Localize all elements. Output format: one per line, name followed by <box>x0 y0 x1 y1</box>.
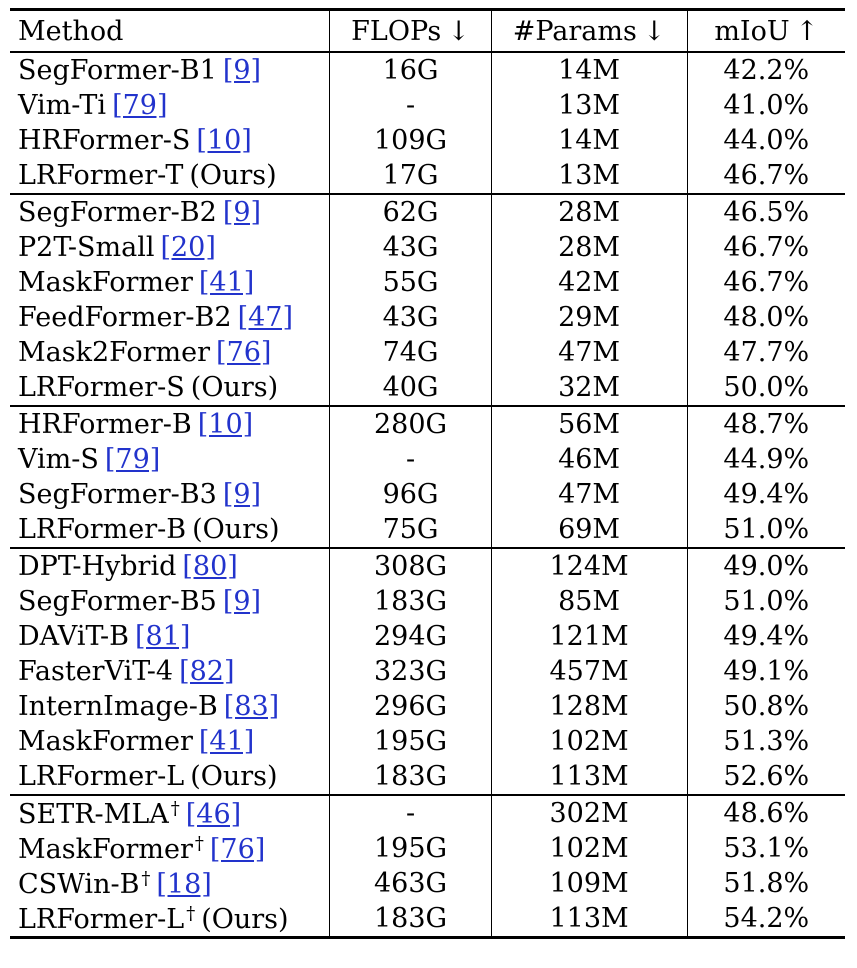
row-group <box>10 548 845 795</box>
method-name: LRFormer-L <box>18 761 185 792</box>
method-name: FeedFormer-B2 <box>18 302 232 333</box>
method-name: P2T-Small <box>18 232 155 263</box>
citation-link[interactable]: [80] <box>182 551 238 582</box>
table-row <box>10 406 845 442</box>
citation-link[interactable]: [41] <box>198 267 255 298</box>
down-arrow-icon: ↓ <box>447 15 470 47</box>
miou-cell: 48.6% <box>723 798 810 829</box>
miou-cell: 51.3% <box>723 726 810 757</box>
citation-link[interactable]: [41] <box>198 726 255 757</box>
citation-link[interactable]: [9] <box>222 479 262 510</box>
results-table <box>10 8 845 939</box>
table-row <box>10 512 845 548</box>
params-cell: 42M <box>491 265 687 300</box>
method-name: CSWin-B <box>18 868 140 900</box>
citation-link[interactable]: [82] <box>179 656 235 687</box>
method-cell <box>10 795 330 831</box>
params-cell: 28M <box>491 194 687 230</box>
citation-link[interactable]: [9] <box>222 197 262 228</box>
table-row <box>10 654 845 689</box>
method-name: LRFormer-L <box>18 903 185 935</box>
method-cell <box>10 335 330 370</box>
method-cell <box>10 370 330 406</box>
flops-cell: 17G <box>330 158 491 194</box>
method-name: SegFormer-B3 <box>18 479 217 510</box>
table-row <box>10 619 845 654</box>
miou-cell: 50.0% <box>723 372 810 403</box>
row-group <box>10 194 845 406</box>
method-name: SETR-MLA <box>18 798 169 830</box>
citation-link[interactable]: [10] <box>197 409 254 440</box>
header-params-label: #Params <box>512 15 637 47</box>
params-cell: 113M <box>491 901 687 938</box>
flops-cell: 96G <box>330 477 491 512</box>
method-cell <box>10 123 330 158</box>
method-cell <box>10 759 330 795</box>
params-cell: 47M <box>491 335 687 370</box>
flops-cell: 43G <box>330 300 491 335</box>
header-miou <box>687 10 845 53</box>
miou-cell: 46.7% <box>723 267 810 298</box>
params-cell: 102M <box>491 724 687 759</box>
dagger-mark: † <box>170 797 180 819</box>
flops-cell: 195G <box>330 831 491 866</box>
method-cell <box>10 230 330 265</box>
method-name: DPT-Hybrid <box>18 551 177 582</box>
method-name: MaskFormer <box>18 726 193 757</box>
miou-cell: 52.6% <box>723 761 810 792</box>
miou-cell: 49.4% <box>723 479 810 510</box>
params-cell: 302M <box>491 795 687 831</box>
method-name: MaskFormer <box>18 267 193 298</box>
miou-cell: 49.0% <box>723 551 810 582</box>
miou-cell: 54.2% <box>723 903 810 934</box>
table-row <box>10 548 845 584</box>
method-cell <box>10 52 330 88</box>
miou-cell: 41.0% <box>723 90 810 121</box>
ours-label: (Ours) <box>190 372 279 403</box>
miou-cell: 53.1% <box>723 833 810 864</box>
method-cell <box>10 512 330 548</box>
miou-cell: 46.7% <box>723 232 810 263</box>
dagger-mark: † <box>194 832 204 854</box>
flops-cell: 280G <box>330 406 491 442</box>
miou-cell: 46.7% <box>723 160 810 191</box>
method-name: MaskFormer <box>18 833 193 865</box>
method-name: Vim-S <box>18 444 99 475</box>
up-arrow-icon: ↑ <box>795 15 819 47</box>
params-cell: 128M <box>491 689 687 724</box>
method-cell <box>10 654 330 689</box>
header-method <box>10 10 330 53</box>
flops-cell: 308G <box>330 548 491 584</box>
method-cell <box>10 689 330 724</box>
method-cell <box>10 442 330 477</box>
table-row <box>10 759 845 795</box>
params-cell: 85M <box>491 584 687 619</box>
flops-cell: 323G <box>330 654 491 689</box>
method-cell <box>10 406 330 442</box>
citation-link[interactable]: [79] <box>104 444 161 475</box>
table-row <box>10 831 845 866</box>
flops-cell: 183G <box>330 901 491 938</box>
method-name: LRFormer-S <box>18 372 185 403</box>
method-cell <box>10 88 330 123</box>
miou-cell: 49.1% <box>723 656 810 687</box>
citation-link[interactable]: [10] <box>196 125 252 156</box>
citation-link[interactable]: [46] <box>185 798 242 830</box>
flops-cell: 62G <box>330 194 491 230</box>
miou-cell: 51.0% <box>723 514 810 545</box>
params-cell: 69M <box>491 512 687 548</box>
method-cell <box>10 866 330 901</box>
citation-link[interactable]: [76] <box>209 833 266 865</box>
table-row <box>10 194 845 230</box>
method-cell <box>10 158 330 194</box>
method-cell <box>10 831 330 866</box>
flops-cell: 75G <box>330 512 491 548</box>
table-row <box>10 584 845 619</box>
params-cell: 56M <box>491 406 687 442</box>
params-cell: 28M <box>491 230 687 265</box>
method-name: HRFormer-B <box>18 409 192 440</box>
method-cell <box>10 724 330 759</box>
params-cell: 14M <box>491 52 687 88</box>
citation-link[interactable]: [9] <box>222 55 262 86</box>
method-name: SegFormer-B1 <box>18 55 217 86</box>
dagger-mark: † <box>186 902 196 924</box>
table-row <box>10 265 845 300</box>
miou-cell: 48.7% <box>723 409 810 440</box>
method-name: InternImage-B <box>18 691 218 722</box>
method-name: SegFormer-B2 <box>18 197 217 228</box>
table-row <box>10 901 845 938</box>
miou-cell: 47.7% <box>723 337 810 368</box>
table-row <box>10 335 845 370</box>
table-row <box>10 300 845 335</box>
params-cell: 102M <box>491 831 687 866</box>
table-header <box>10 10 845 53</box>
miou-cell: 49.4% <box>723 621 810 652</box>
method-name: Mask2Former <box>18 337 211 368</box>
method-cell <box>10 265 330 300</box>
ours-label: (Ours) <box>201 903 289 935</box>
citation-link[interactable]: [83] <box>223 691 280 722</box>
params-cell: 47M <box>491 477 687 512</box>
params-cell: 29M <box>491 300 687 335</box>
table-row <box>10 866 845 901</box>
flops-cell: 43G <box>330 230 491 265</box>
flops-cell: 296G <box>330 689 491 724</box>
table-row <box>10 88 845 123</box>
method-name: Vim-Ti <box>18 90 107 121</box>
params-cell: 124M <box>491 548 687 584</box>
method-cell <box>10 194 330 230</box>
params-cell: 32M <box>491 370 687 406</box>
header-flops <box>330 10 491 53</box>
flops-cell: 40G <box>330 370 491 406</box>
table-row <box>10 724 845 759</box>
row-group <box>10 795 845 938</box>
method-name: HRFormer-S <box>18 125 191 156</box>
row-group <box>10 52 845 194</box>
down-arrow-icon: ↓ <box>642 15 666 47</box>
flops-cell: 109G <box>330 123 491 158</box>
table-row <box>10 52 845 88</box>
method-cell <box>10 901 330 938</box>
header-row <box>10 10 845 53</box>
flops-cell: 55G <box>330 265 491 300</box>
flops-cell: 183G <box>330 584 491 619</box>
table-row <box>10 158 845 194</box>
header-method-label: Method <box>18 15 124 47</box>
ours-label: (Ours) <box>189 160 277 191</box>
method-name: FasterViT-4 <box>18 656 174 687</box>
params-cell: 121M <box>491 619 687 654</box>
dagger-mark: † <box>141 867 151 889</box>
citation-link[interactable]: [79] <box>112 90 168 121</box>
miou-cell: 46.5% <box>723 197 810 228</box>
citation-link[interactable]: [18] <box>156 868 212 900</box>
params-cell: 109M <box>491 866 687 901</box>
method-cell <box>10 477 330 512</box>
table-row <box>10 230 845 265</box>
params-cell: 46M <box>491 442 687 477</box>
params-cell: 13M <box>491 158 687 194</box>
method-name: SegFormer-B5 <box>18 586 217 617</box>
miou-cell: 51.0% <box>723 586 810 617</box>
miou-cell: 50.8% <box>723 691 810 722</box>
flops-cell: - <box>330 442 491 477</box>
ours-label: (Ours) <box>190 761 278 792</box>
table-row <box>10 795 845 831</box>
method-name: LRFormer-T <box>18 160 184 191</box>
method-cell <box>10 619 330 654</box>
miou-cell: 44.9% <box>723 444 810 475</box>
flops-cell: 195G <box>330 724 491 759</box>
flops-cell: - <box>330 88 491 123</box>
citation-link[interactable]: [9] <box>222 586 262 617</box>
citation-link[interactable]: [76] <box>216 337 272 368</box>
row-group <box>10 406 845 548</box>
flops-cell: 74G <box>330 335 491 370</box>
table-row <box>10 689 845 724</box>
header-miou-label: mIoU <box>714 15 790 47</box>
header-flops-label: FLOPs <box>351 15 442 47</box>
table-row <box>10 477 845 512</box>
method-cell <box>10 584 330 619</box>
table-row <box>10 442 845 477</box>
flops-cell: 294G <box>330 619 491 654</box>
flops-cell: 16G <box>330 52 491 88</box>
method-cell <box>10 548 330 584</box>
miou-cell: 51.8% <box>723 868 810 899</box>
method-name: DAViT-B <box>18 621 129 652</box>
params-cell: 457M <box>491 654 687 689</box>
flops-cell: - <box>330 795 491 831</box>
citation-link[interactable]: [47] <box>237 302 293 333</box>
miou-cell: 48.0% <box>723 302 810 333</box>
header-params <box>491 10 687 53</box>
flops-cell: 463G <box>330 866 491 901</box>
params-cell: 113M <box>491 759 687 795</box>
ours-label: (Ours) <box>192 514 280 545</box>
params-cell: 13M <box>491 88 687 123</box>
method-name: LRFormer-B <box>18 514 187 545</box>
params-cell: 14M <box>491 123 687 158</box>
method-cell <box>10 300 330 335</box>
flops-cell: 183G <box>330 759 491 795</box>
table-row <box>10 123 845 158</box>
miou-cell: 44.0% <box>723 125 810 156</box>
citation-link[interactable]: [20] <box>160 232 216 263</box>
miou-cell: 42.2% <box>723 55 810 86</box>
citation-link[interactable]: [81] <box>134 621 191 652</box>
table-row <box>10 370 845 406</box>
